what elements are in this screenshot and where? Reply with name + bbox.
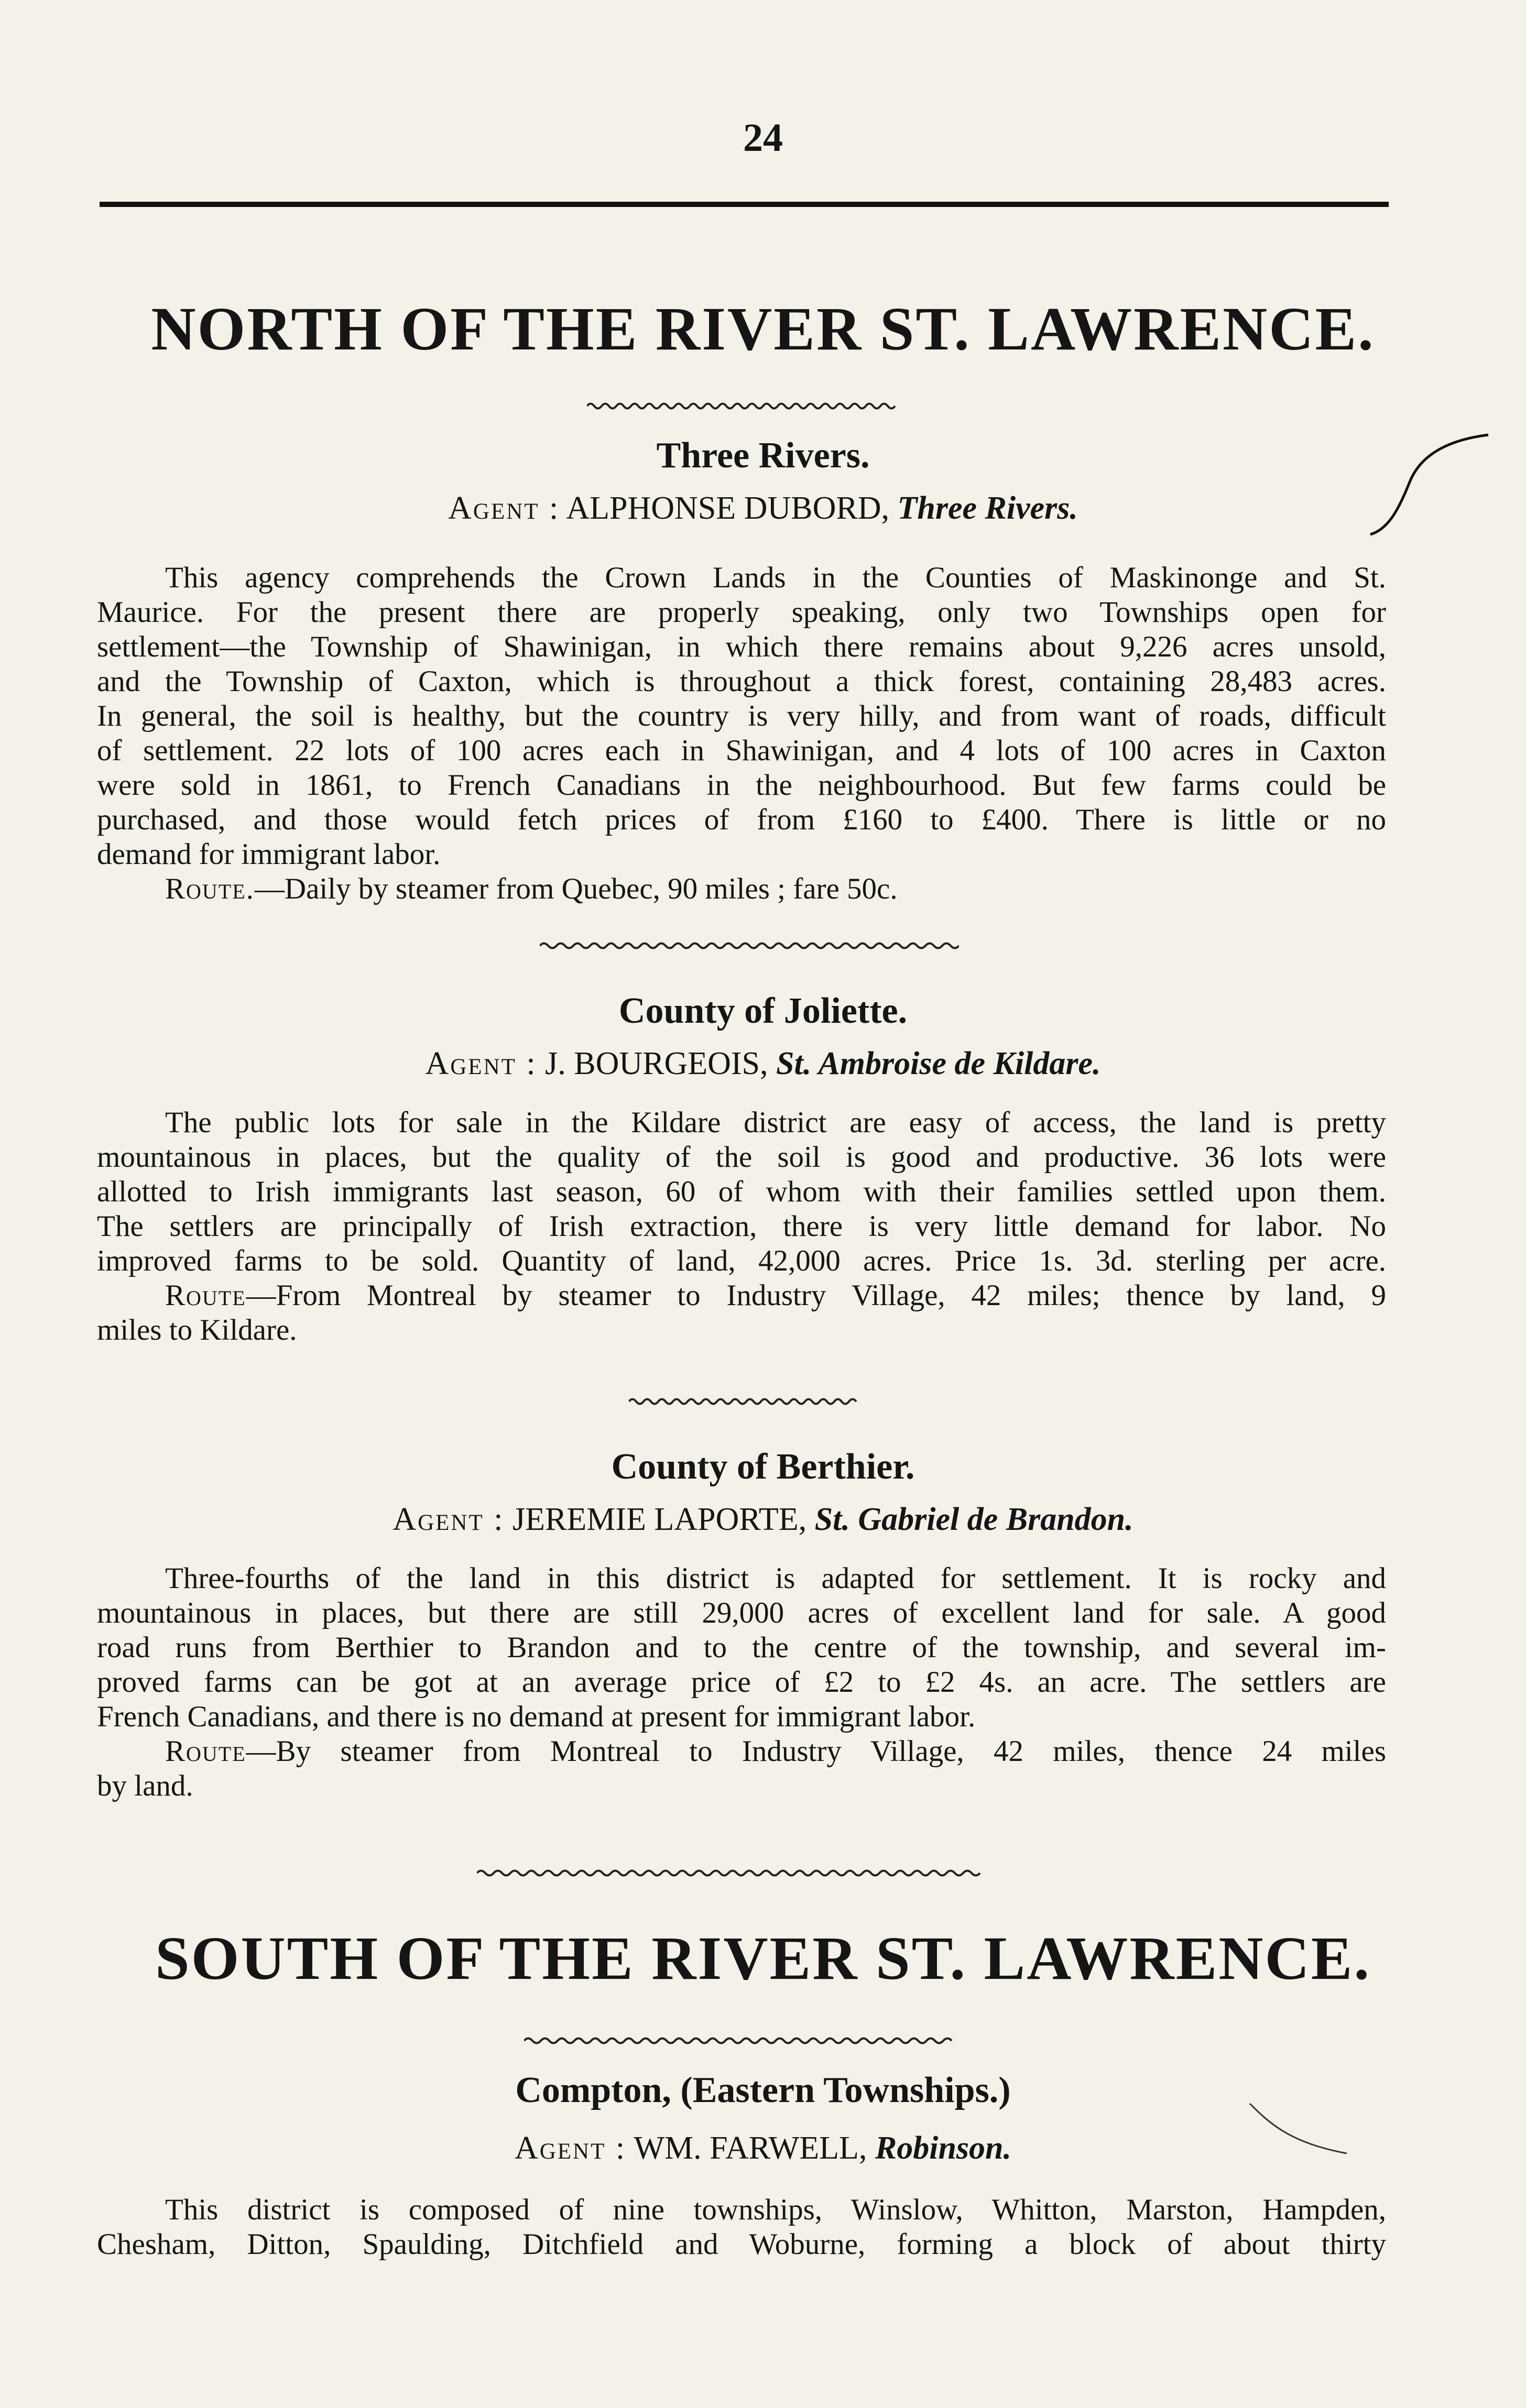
berthier-title: County of Berthier. xyxy=(611,1447,915,1487)
joliette-paragraph xyxy=(97,1106,1386,1348)
text-line: mountainous in places, but the quality of the soil is good and productive. 36 lots were xyxy=(97,1141,1386,1174)
wavy-divider xyxy=(629,1394,859,1409)
text-line: of settlement. 22 lots of 100 acres each in Shawinigan, and 4 lots of 100 acres in Caxton xyxy=(97,734,1386,767)
agent-label: Agent : xyxy=(448,490,560,526)
route-text: —By steamer from Montreal to Industry Village, 42 miles, thence 24 miles xyxy=(246,1735,1386,1768)
berthier-agent-line xyxy=(0,1501,1526,1538)
text-line: The settlers are principally of Irish extraction, there is very little demand for labor. No xyxy=(97,1210,1386,1243)
berthier-paragraph xyxy=(97,1561,1386,1803)
text-line: miles to Kildare. xyxy=(97,1314,297,1347)
text-line: The public lots for sale in the Kildare district are easy of access, the land is pretty xyxy=(165,1106,1386,1139)
text-line: by land. xyxy=(97,1769,193,1802)
text-line: Maurice. For the present there are properly speaking, only two Townships open for xyxy=(97,596,1386,629)
agent-name: J. BOURGEOIS, xyxy=(545,1046,768,1081)
compton-paragraph xyxy=(97,2193,1386,2262)
joliette-title: County of Joliette. xyxy=(618,991,908,1031)
text-line: demand for immigrant labor. xyxy=(97,838,441,871)
text-line: purchased, and those would fetch prices of from £160 to £400. There is little or no xyxy=(97,803,1386,836)
wavy-divider xyxy=(524,2033,954,2049)
text-line: road runs from Berthier to Brandon and to the centre of the township, and several im- xyxy=(97,1631,1386,1664)
route-line xyxy=(97,872,1386,906)
text-line: mountainous in places, but there are still 29,000 acres of excellent land for sale. A good xyxy=(97,1596,1386,1629)
text-line: This agency comprehends the Crown Lands in the Counties of Maskinonge and St. xyxy=(165,561,1386,594)
wavy-divider xyxy=(477,1865,985,1881)
pen-stroke-mark xyxy=(1368,430,1494,540)
agent-name: WM. FARWELL, xyxy=(634,2130,867,2166)
text-line: allotted to Irish immigrants last season, 60 of whom with their families settled upon them. xyxy=(97,1175,1386,1208)
north-section-heading: NORTH OF THE RIVER ST. LAWRENCE. xyxy=(151,294,1375,363)
text-line: and the Township of Caxton, which is throughout a thick forest, containing 28,483 acres. xyxy=(97,665,1386,698)
text-line: French Canadians, and there is no demand at present for immigrant labor. xyxy=(97,1700,976,1733)
agent-label: Agent : xyxy=(514,2130,627,2166)
wavy-divider xyxy=(540,938,959,954)
route-label: Route. xyxy=(165,872,255,905)
header-rule xyxy=(100,202,1389,207)
text-line: Three-fourths of the land in this district is adapted for settlement. It is rocky and xyxy=(165,1562,1386,1595)
agent-name: JEREMIE LAPORTE, xyxy=(512,1502,807,1537)
route-line xyxy=(97,1278,1386,1313)
text-line: were sold in 1861, to French Canadians in the neighbourhood. But few farms could be xyxy=(97,769,1386,802)
route-text: —Daily by steamer from Quebec, 90 miles ; fare 50c. xyxy=(254,872,898,905)
text-line: In general, the soil is healthy, but the country is very hilly, and from want of roads, difficult xyxy=(97,699,1386,732)
three-rivers-paragraph xyxy=(97,561,1386,906)
pen-stroke-mark xyxy=(1247,2101,1352,2159)
agent-place: St. Gabriel de Brandon. xyxy=(814,1502,1133,1537)
three-rivers-title: Three Rivers. xyxy=(656,435,870,476)
agent-name: ALPHONSE DUBORD, xyxy=(566,490,889,526)
route-line xyxy=(97,1734,1386,1769)
agent-label: Agent : xyxy=(393,1502,505,1537)
text-line: improved farms to be sold. Quantity of land, 42,000 acres. Price 1s. 3d. sterling per acre. xyxy=(97,1244,1386,1277)
three-rivers-agent-line xyxy=(0,490,1526,527)
agent-label: Agent : xyxy=(425,1046,537,1081)
compton-title: Compton, (Eastern Townships.) xyxy=(515,2070,1011,2110)
route-label: Route xyxy=(165,1735,246,1768)
text-line: This district is composed of nine townships, Winslow, Whitton, Marston, Hampden, xyxy=(165,2193,1386,2226)
joliette-agent-line xyxy=(0,1045,1526,1082)
page-number: 24 xyxy=(743,116,783,160)
south-section-heading: SOUTH OF THE RIVER ST. LAWRENCE. xyxy=(155,1924,1371,1993)
agent-place: Robinson. xyxy=(875,2130,1012,2166)
text-line: settlement—the Township of Shawinigan, in which there remains about 9,226 acres unsold, xyxy=(97,630,1386,663)
agent-place: St. Ambroise de Kildare. xyxy=(776,1046,1101,1081)
text-line: proved farms can be got at an average price of £2 to £2 4s. an acre. The settlers are xyxy=(97,1666,1386,1699)
route-label: Route xyxy=(165,1279,246,1312)
route-text: —From Montreal by steamer to Industry Village, 42 miles; thence by land, 9 xyxy=(246,1279,1386,1312)
wavy-divider xyxy=(587,398,896,414)
text-line: Chesham, Ditton, Spaulding, Ditchfield and Woburne, forming a block of about thirty xyxy=(97,2228,1386,2261)
agent-place: Three Rivers. xyxy=(897,490,1078,526)
